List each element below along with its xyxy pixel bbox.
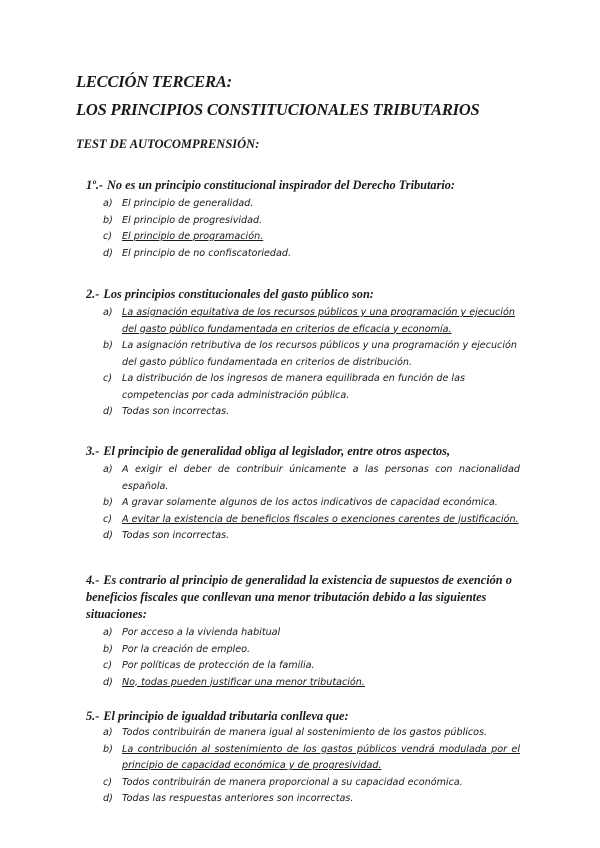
option-text: Todos contribuirán de manera igual al sostenimiento de los gastos públicos. (122, 727, 488, 738)
option-text: Por la creación de empleo. (122, 643, 251, 655)
question-number: 2.- (86, 287, 100, 301)
test-heading: TEST DE AUTOCOMPRENSIÓN: (76, 137, 260, 151)
option-text: Todas son incorrectas. (122, 406, 230, 417)
option-text: A gravar solamente algunos de los actos indicativos de capacidad económica. (122, 497, 498, 508)
option-letter: b) (103, 214, 113, 226)
question-text: El principio de generalidad obliga al legislador, entre otros aspectos, (103, 444, 451, 458)
option-2a (0, 305, 520, 338)
question-4-options (0, 625, 520, 691)
option-text-correct: La asignación equitativa de los recursos públicos y una programación y ejecución del gasto público fundamentada en criterios de eficacia y economía. (122, 307, 515, 335)
question-number: 3.- (86, 444, 100, 458)
option-letter: d) (103, 530, 113, 541)
option-5b (0, 742, 520, 775)
lesson-title-line-2-text: LOS PRINCIPIOS CONSTITUCIONALES TRIBUTARIOS (76, 100, 480, 119)
option-letter: c) (103, 231, 113, 242)
option-text: A exigir el deber de contribuir únicamente a las personas con nacionalidad española. (122, 464, 520, 492)
option-2d (0, 404, 520, 421)
option-text: Todas son incorrectas. (122, 530, 230, 541)
option-text: Todas las respuestas anteriores son incorrectas. (122, 793, 354, 804)
option-text-correct: A evitar la existencia de beneficios fiscales o exenciones carentes de justificación. (122, 513, 519, 525)
option-text: La distribución de los ingresos de manera equilibrada en función de las competencias por cada administración pública. (122, 373, 465, 401)
option-letter: a) (103, 198, 113, 209)
option-text: El principio de no confiscatoriedad. (122, 247, 292, 259)
question-4 (86, 572, 520, 623)
option-text-correct: No, todas pueden justificar una menor tributación. (122, 676, 365, 688)
option-letter: a) (103, 307, 113, 318)
option-letter: a) (103, 464, 113, 475)
question-3-options (0, 462, 520, 545)
option-text: El principio de progresividad. (122, 214, 263, 226)
option-4c (0, 658, 520, 675)
question-text: No es un principio constitucional inspirador del Derecho Tributario: (107, 178, 456, 192)
option-letter: b) (103, 743, 113, 755)
option-1d (0, 246, 520, 263)
option-letter: d) (103, 793, 113, 804)
option-1c (0, 229, 520, 246)
question-1-options (0, 196, 520, 262)
question-2-options (0, 305, 520, 421)
option-text: El principio de generalidad. (122, 198, 254, 209)
option-letter: d) (103, 406, 113, 417)
option-4d (0, 675, 520, 692)
option-3a (0, 462, 520, 495)
option-text: Por políticas de protección de la familia. (122, 660, 315, 671)
lesson-title-line-1 (76, 72, 232, 92)
option-letter: a) (103, 627, 113, 638)
question-text: Los principios constitucionales del gasto público son: (103, 287, 374, 301)
question-text: El principio de igualdad tributaria conlleva que: (103, 709, 349, 723)
question-1 (86, 177, 520, 194)
option-letter: b) (103, 643, 113, 655)
question-text: Es contrario al principio de generalidad la existencia de supuestos de exención o beneficios fiscales que conllevan una menor tributación debido a las siguientes situaciones: (86, 573, 512, 621)
option-3b (0, 495, 520, 512)
option-text-correct: El principio de programación. (122, 231, 264, 242)
option-letter: d) (103, 247, 113, 259)
option-letter: a) (103, 727, 113, 738)
option-text: Todos contribuirán de manera proporcional a su capacidad económica. (122, 776, 463, 788)
question-5-options (0, 725, 520, 808)
option-1a (0, 196, 520, 213)
option-5c (0, 775, 520, 792)
option-text: La asignación retributiva de los recursos públicos y una programación y ejecución del gasto público fundamentada en criterios de distribución. (122, 340, 517, 368)
question-5 (86, 708, 520, 725)
option-letter: b) (103, 340, 113, 351)
lesson-title-line-2 (76, 100, 480, 120)
option-5a (0, 725, 520, 742)
option-2c (0, 371, 520, 404)
question-2 (86, 286, 520, 303)
option-letter: c) (103, 776, 113, 788)
question-3 (86, 443, 520, 460)
option-letter: c) (103, 660, 113, 671)
option-2b (0, 338, 520, 371)
option-letter: d) (103, 676, 113, 688)
lesson-title-line-1-text: LECCIÓN TERCERA: (76, 72, 232, 91)
option-1b (0, 213, 520, 230)
option-text-correct: La contribución al sostenimiento de los gastos públicos vendrá modulada por el principio de capacidad económica y de progresividad. (122, 743, 520, 771)
option-text: Por acceso a la vivienda habitual (122, 627, 281, 638)
question-number: 4.- (86, 573, 100, 587)
option-5d (0, 791, 520, 808)
option-4b (0, 642, 520, 659)
option-letter: c) (103, 373, 113, 384)
question-number: 1º.- (86, 178, 104, 192)
option-letter: b) (103, 497, 113, 508)
option-3c (0, 512, 520, 529)
question-number: 5.- (86, 709, 100, 723)
option-3d (0, 528, 520, 545)
option-letter: c) (103, 513, 113, 525)
option-4a (0, 625, 520, 642)
